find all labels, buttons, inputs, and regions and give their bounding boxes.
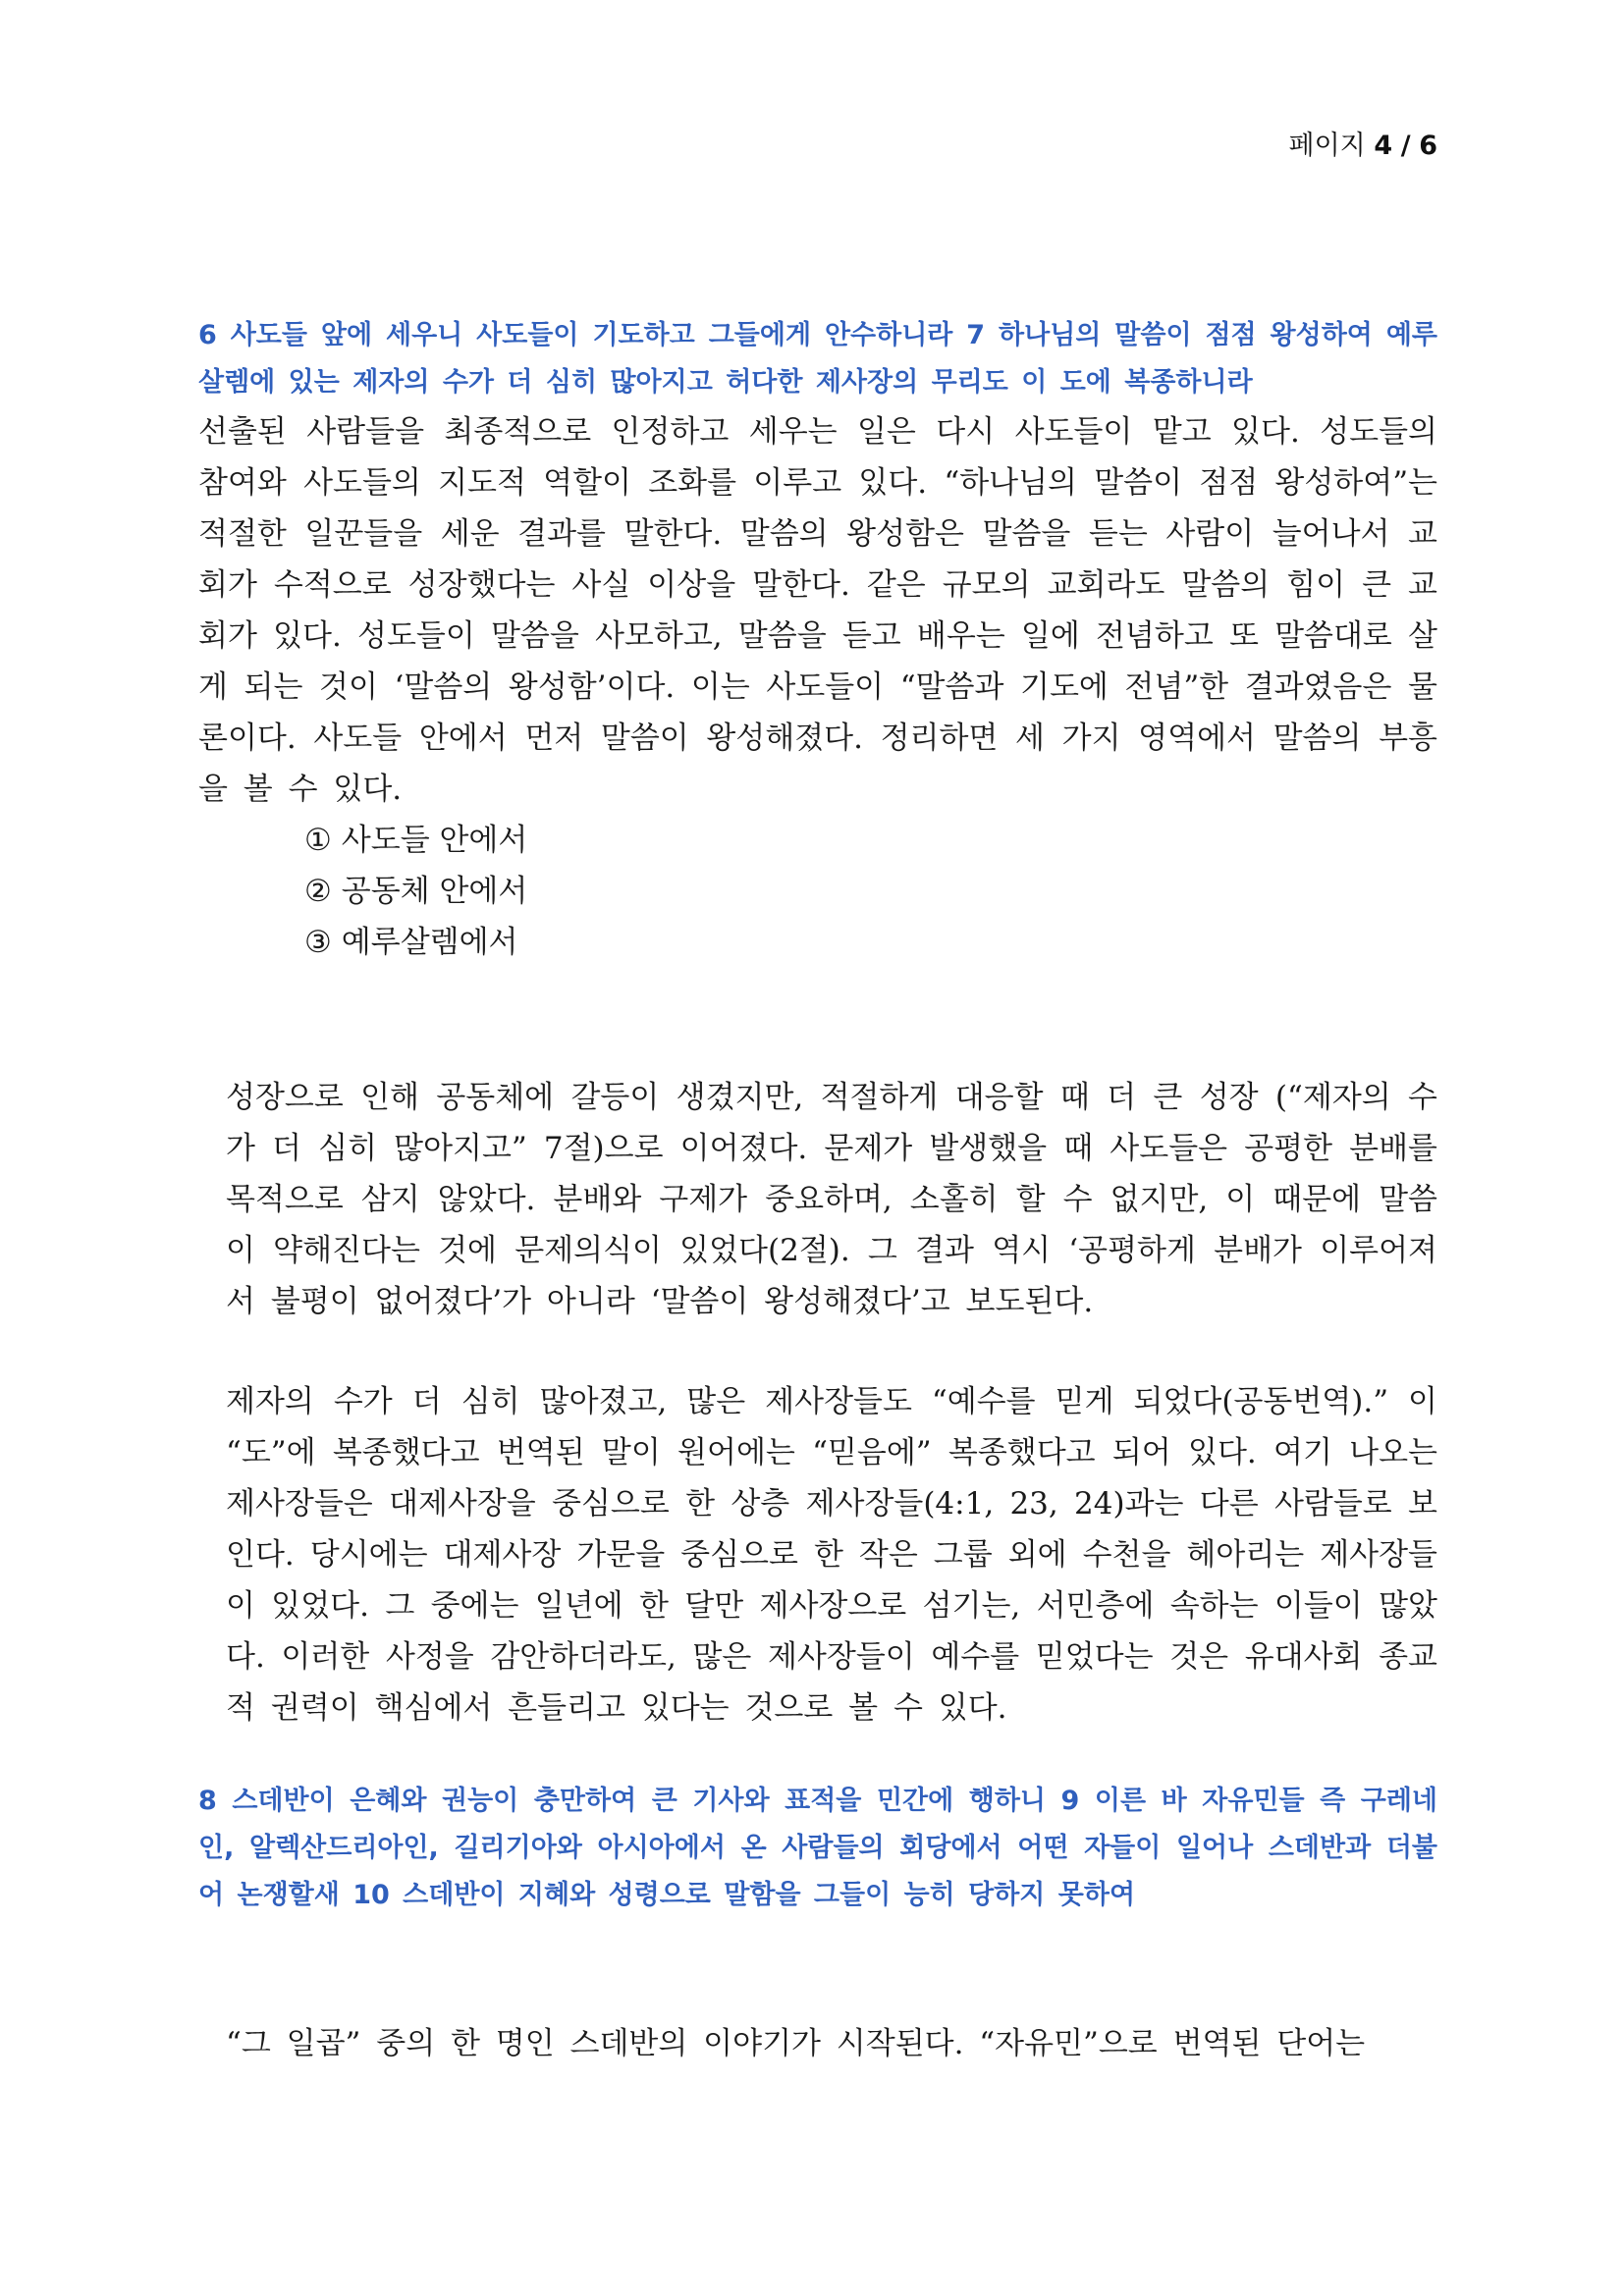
list-item: [198, 815, 1437, 866]
scripture-verse-8-10: 8 스데반이 은혜와 권능이 충만하여 큰 기사와 표적을 민간에 행하니 9 이른 바 자유민들 즉 구레네인, 알렉산드리아인, 길리기아와 아시아에서 온 사람들의 회당에서 어떤 자들이 일어나 스데반과 더불어 논쟁할새 10 스데반이 지혜와 성령으로 말함을 그들이 능히 당하지 못하여: [198, 1786, 1437, 1910]
commentary-paragraph-2: 성장으로 인해 공동체에 갈등이 생겼지만, 적절하게 대응할 때 더 큰 성장 (“제자의 수가 더 심히 많아지고” 7절)으로 이어졌다. 문제가 발생했을 때 사도들은 공평한 분배를 목적으로 삼지 않았다. 분배와 구제가 중요하며, 소홀히 할 수 없지만, 이 때문에 말씀이 약해진다는 것에 문제의식이 있었다(2절). 그 결과 역시 ‘공평하게 분배가 이루어져서 불평이 없어졌다’가 아니라 ‘말씀이 왕성해졌다’고 보도된다.: [226, 1080, 1437, 1319]
page-number: [1289, 124, 1438, 162]
list-item-text: 예루살렘에서: [341, 925, 518, 960]
page-content-3: [198, 1376, 1437, 1734]
scripture-verse-6-7: 6 사도들 앞에 세우니 사도들이 기도하고 그들에게 안수하니라 7 하나님의 말씀이 점점 왕성하여 예루살렘에 있는 제자의 수가 더 심히 많아지고 허다한 제사장의 무리도 이 도에 복종하니라: [198, 320, 1437, 398]
page-current: 4: [1374, 131, 1393, 161]
list-item: [198, 866, 1437, 917]
list-marker: ③: [304, 925, 332, 960]
growth-areas-list: [198, 815, 1437, 968]
commentary-paragraph-3: 제자의 수가 더 심히 많아졌고, 많은 제사장들도 “예수를 믿게 되었다(공동번역).” 이 “도”에 복종했다고 번역된 말이 원어에는 “믿음에” 복종했다고 되어 있다. 여기 나오는 제사장들은 대제사장을 중심으로 한 상층 제사장들(4:1, 23, 24)과는 다른 사람들로 보인다. 당시에는 대제사장 가문을 중심으로 한 작은 그룹 외에 수천을 헤아리는 제사장들이 있었다. 그 중에는 일년에 한 달만 제사장으로 섬기는, 서민층에 속하는 이들이 많았다. 이러한 사정을 감안하더라도, 많은 제사장들이 예수를 믿었다는 것은 유대사회 종교적 권력이 핵심에서 흔들리고 있다는 것으로 볼 수 있다.: [226, 1384, 1437, 1726]
list-item-text: 사도들 안에서: [341, 823, 528, 858]
page-separator: /: [1400, 131, 1411, 161]
page-label: 페이지: [1288, 131, 1366, 161]
list-marker: ①: [304, 823, 332, 858]
commentary-paragraph-1: 선출된 사람들을 최종적으로 인정하고 세우는 일은 다시 사도들이 맡고 있다. 성도들의 참여와 사도들의 지도적 역할이 조화를 이루고 있다. “하나님의 말씀이 점점 왕성하여”는 적절한 일꾼들을 세운 결과를 말한다. 말씀의 왕성함은 말씀을 듣는 사람이 늘어나서 교회가 수적으로 성장했다는 사실 이상을 말한다. 같은 규모의 교회라도 말씀의 힘이 큰 교회가 있다. 성도들이 말씀을 사모하고, 말씀을 듣고 배우는 일에 전념하고 또 말씀대로 살게 되는 것이 ‘말씀의 왕성함’이다. 이는 사도들이 “말씀과 기도에 전념”한 결과였음은 물론이다. 사도들 안에서 먼저 말씀이 왕성해졌다. 정리하면 세 가지 영역에서 말씀의 부흥을 볼 수 있다.: [198, 414, 1437, 807]
page-total: 6: [1419, 131, 1437, 161]
list-item: [198, 917, 1437, 968]
page-content: [198, 312, 1437, 968]
list-item-text: 공동체 안에서: [341, 874, 528, 909]
commentary-paragraph-4: “그 일곱” 중의 한 명인 스데반의 이야기가 시작된다. “자유민”으로 번역된 단어는: [226, 2026, 1366, 2061]
page-content-4: [198, 1778, 1437, 1919]
page-content-5: [198, 2018, 1437, 2069]
list-marker: ②: [304, 874, 332, 909]
page-content-2: [198, 1072, 1437, 1327]
